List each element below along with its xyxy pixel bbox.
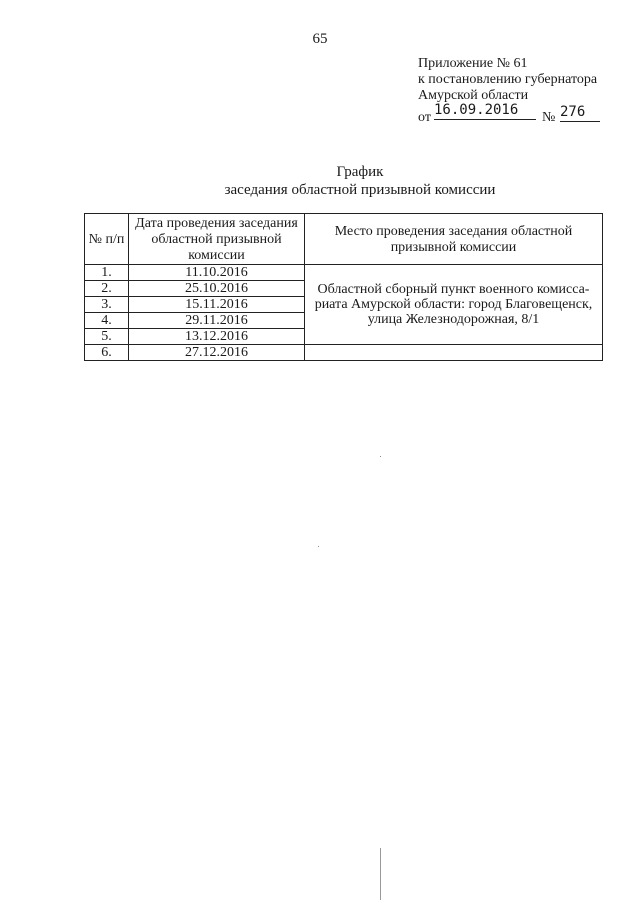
row-num: 6. (85, 345, 129, 361)
appendix-reference: к постановлению губернатора (418, 72, 598, 87)
decree-number: 276 (560, 104, 600, 122)
header-num: № п/п (85, 214, 129, 265)
meeting-place: Областной сборный пункт военного комисса-риата Амурской области: город Благовещенск, улица Железнодорожная, 8/1 (305, 265, 603, 345)
scan-artifact-line (380, 848, 381, 900)
table-row (85, 345, 603, 361)
decree-date: 16.09.2016 (434, 102, 536, 120)
row-date: 29.11.2016 (129, 313, 305, 329)
scan-speck (380, 456, 381, 457)
row-date: 13.12.2016 (129, 329, 305, 345)
title-main: График (336, 164, 384, 180)
page-number: 65 (312, 31, 328, 47)
row-num: 2. (85, 281, 129, 297)
scan-speck (318, 546, 319, 547)
row-date: 25.10.2016 (129, 281, 305, 297)
row-num: 4. (85, 313, 129, 329)
date-prefix: от (418, 110, 431, 125)
title-sub: заседания областной призывной комиссии (224, 182, 496, 198)
document-title (0, 163, 640, 199)
appendix-title: Приложение № 61 (418, 56, 528, 71)
row-date: 15.11.2016 (129, 297, 305, 313)
table-header-row (85, 214, 603, 265)
empty-cell (305, 345, 603, 361)
schedule-table (84, 213, 603, 361)
appendix-date-line (418, 104, 597, 126)
number-prefix: № (542, 110, 556, 125)
header-place: Место проведения заседания областной призывной комиссии (305, 214, 603, 265)
row-date: 11.10.2016 (129, 265, 305, 281)
appendix-block (418, 56, 597, 126)
row-date: 27.12.2016 (129, 345, 305, 361)
header-date: Дата проведения заседания областной призывной комиссии (129, 214, 305, 265)
table-row (85, 265, 603, 281)
row-num: 5. (85, 329, 129, 345)
row-num: 3. (85, 297, 129, 313)
appendix-region: Амурской области (418, 88, 529, 103)
row-num: 1. (85, 265, 129, 281)
